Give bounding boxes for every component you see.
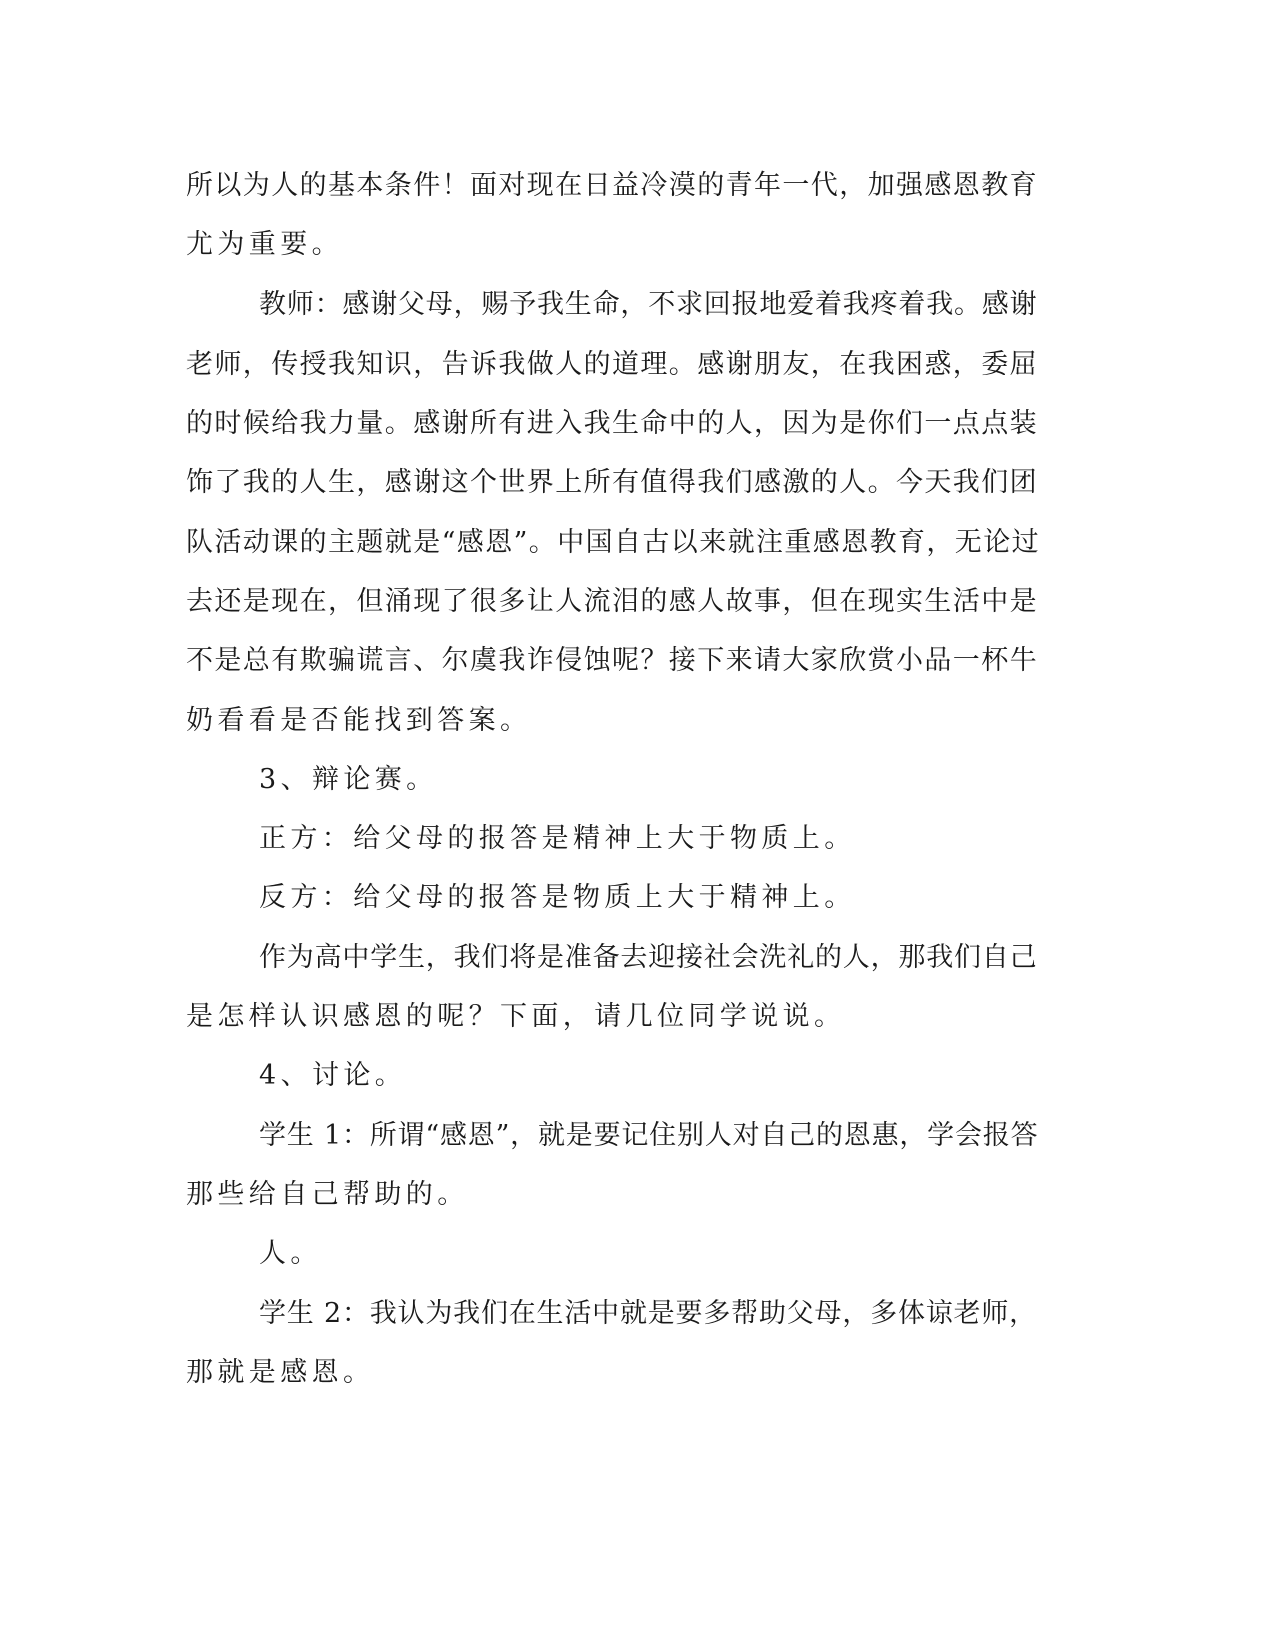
paragraph-line: 作为高中学生，我们将是准备去迎接社会洗礼的人，那我们自己 [259, 942, 1038, 973]
paragraph-line: 反方：给父母的报答是物质上大于精神上。 [259, 882, 856, 913]
paragraph-line: 人。 [259, 1238, 322, 1269]
paragraph-line: 那些给自己帮助的。 [186, 1179, 469, 1210]
section-heading: 3、辩论赛。 [259, 764, 438, 795]
paragraph-line: 饰了我的人生，感谢这个世界上所有值得我们感激的人。今天我们团 [186, 467, 1038, 498]
paragraph-line: 所以为人的基本条件！面对现在日益冷漠的青年一代，加强感恩教育 [186, 170, 1038, 201]
paragraph-line: 学生 1：所谓“感恩”，就是要记住别人对自己的恩惠，学会报答 [259, 1120, 1039, 1151]
paragraph-line: 不是总有欺骗谎言、尔虞我诈侵蚀呢？接下来请大家欣赏小品一杯牛 [186, 645, 1038, 676]
paragraph-line: 的时候给我力量。感谢所有进入我生命中的人，因为是你们一点点装 [186, 408, 1038, 439]
paragraph-line: 奶看看是否能找到答案。 [186, 705, 532, 736]
paragraph-line: 教师：感谢父母，赐予我生命，不求回报地爱着我疼着我。感谢 [259, 289, 1038, 320]
paragraph-line: 队活动课的主题就是“感恩”。中国自古以来就注重感恩教育，无论过 [186, 527, 1041, 558]
paragraph-line: 是怎样认识感恩的呢？下面，请几位同学说说。 [186, 1001, 846, 1032]
paragraph-line: 学生 2：我认为我们在生活中就是要多帮助父母，多体谅老师， [259, 1298, 1037, 1329]
paragraph-line: 正方：给父母的报答是精神上大于物质上。 [259, 823, 856, 854]
section-heading: 4、讨论。 [259, 1060, 407, 1091]
paragraph-line: 尤为重要。 [186, 229, 343, 260]
paragraph-line: 去还是现在，但涌现了很多让人流泪的感人故事，但在现实生活中是 [186, 586, 1038, 617]
paragraph-line: 那就是感恩。 [186, 1357, 375, 1388]
paragraph-line: 老师，传授我知识，告诉我做人的道理。感谢朋友，在我困惑，委屈 [186, 349, 1038, 380]
